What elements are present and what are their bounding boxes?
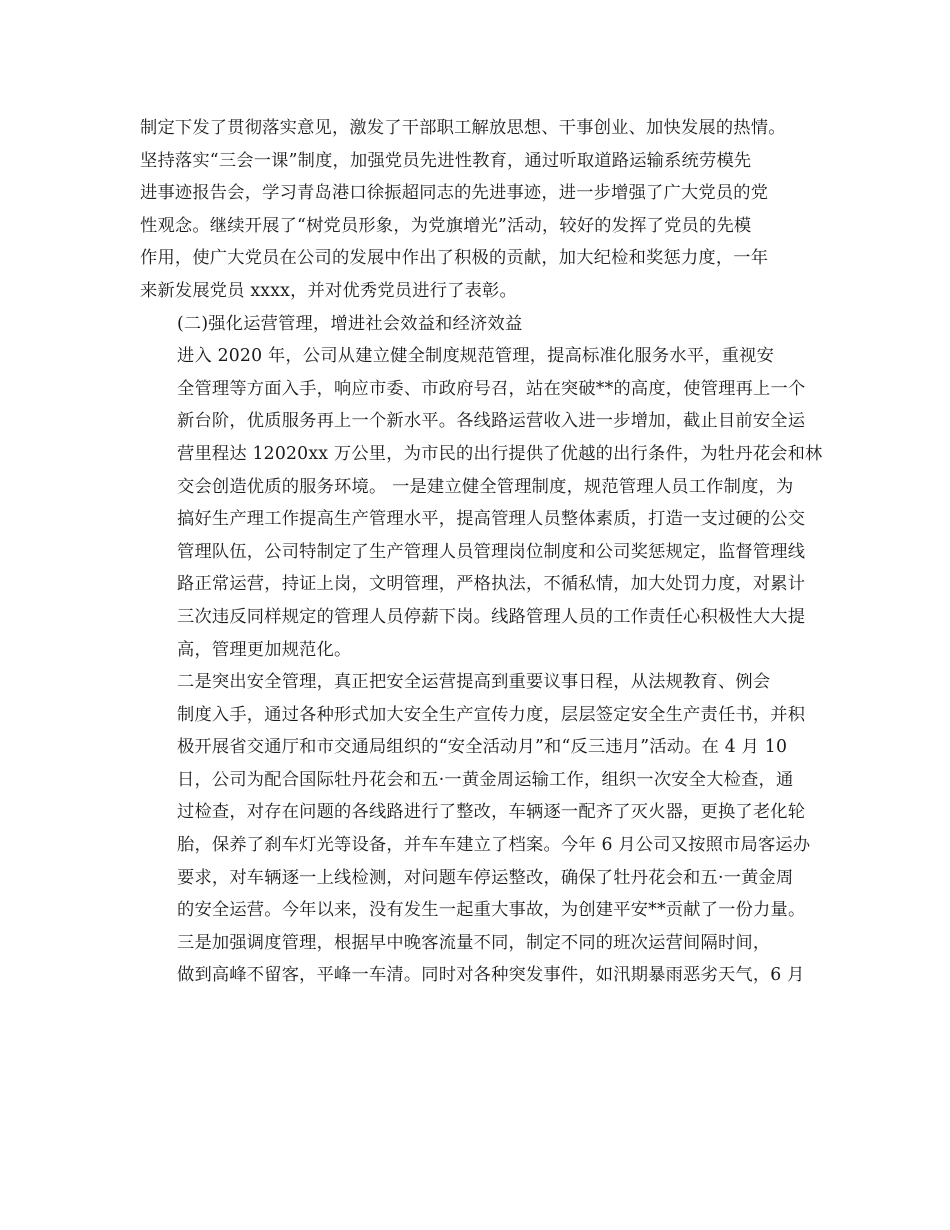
text-line: 交会创造优质的服务环境。 一是建立健全管理制度，规范管理人员工作制度，为 [177, 476, 794, 497]
text-line: 新台阶，优质服务再上一个新水平。各线路运营收入进一步增加，截止目前安全运 [177, 411, 806, 432]
paragraph [140, 308, 825, 341]
text-line: 胎，保养了刹车灯光等设备，并车车建立了档案。今年 6 月公司又按照市局客运办 [177, 835, 811, 856]
text-line: 来新发展党员 xxxx，并对优秀党员进行了表彰。 [140, 280, 517, 301]
text-line: 制定下发了贯彻落实意见，激发了干部职工解放思想、干事创业、加快发展的热情。 [140, 118, 786, 138]
paragraph [140, 340, 825, 666]
text-line: 高，管理更加规范化。 [177, 639, 352, 660]
text-line: 要求，对车辆逐一上线检测，对问题车停运整改，确保了牡丹花会和五·一黄金周 [177, 867, 794, 888]
text-line: 管理队伍，公司特制定了生产管理人员管理岗位制度和公司奖惩规定，监督管理线 [177, 541, 806, 562]
text-line: 三次违反同样规定的管理人员停薪下岗。线路管理人员的工作责任心积极性大大提 [177, 606, 806, 627]
text-line: 做到高峰不留客，平峰一车清。同时对各种突发事件，如汛期暴雨恶劣天气，6 月 [177, 965, 805, 986]
text-line: 日，公司为配合国际牡丹花会和五·一黄金周运输工作，组织一次安全大检查，通 [177, 769, 794, 790]
text-line: 进事迹报告会，学习青岛港口徐振超同志的先进事迹，进一步增强了广大党员的党 [140, 183, 769, 204]
document-body [140, 112, 825, 992]
paragraph [140, 112, 825, 308]
text-line: 进入 2020 年，公司从建立健全制度规范管理，提高标准化服务水平，重视安 [177, 346, 775, 367]
text-line: 坚持落实“三会一课”制度，加强党员先进性教育，通过听取道路运输系统劳模先 [140, 150, 752, 171]
text-line: 过检查，对存在问题的各线路进行了整改，车辆逐一配齐了灭火器，更换了老化轮 [177, 802, 806, 823]
text-line: (二)强化运营管理，增进社会效益和经济效益 [177, 313, 523, 334]
text-line: 极开展省交通厅和市交通局组织的“安全活动月”和“反三违月”活动。在 4 月 10 [177, 737, 788, 758]
text-line: 作用，使广大党员在公司的发展中作出了积极的贡献，加大纪检和奖惩力度，一年 [140, 248, 769, 269]
text-line: 的安全运营。今年以来，没有发生一起重大事故，为创建平安**贡献了一份力量。 [177, 900, 806, 921]
text-line: 营里程达 12020xx 万公里，为市民的出行提供了优越的出行条件，为牡丹花会和林 [177, 443, 823, 464]
paragraph [140, 666, 825, 927]
text-line: 制度入手，通过各种形式加大安全生产宣传力度，层层签定安全生产责任书，并积 [177, 704, 806, 725]
text-line: 搞好生产理工作提高生产管理水平，提高管理人员整体素质，打造一支过硬的公交 [177, 509, 806, 530]
text-line: 性观念。继续开展了“树党员形象，为党旗增光”活动，较好的发挥了党员的先模 [140, 215, 752, 236]
text-line: 路正常运营，持证上岗，文明管理，严格执法，不循私情，加大处罚力度，对累计 [177, 574, 806, 595]
paragraph [140, 927, 825, 992]
text-line: 全管理等方面入手，响应市委、市政府号召，站在突破**的高度，使管理再上一个 [177, 378, 806, 399]
text-line: 三是加强调度管理，根据早中晚客流量不同，制定不同的班次运营间隔时间， [177, 932, 771, 953]
text-line: 二是突出安全管理，真正把安全运营提高到重要议事日程，从法规教育、例会 [177, 672, 771, 693]
